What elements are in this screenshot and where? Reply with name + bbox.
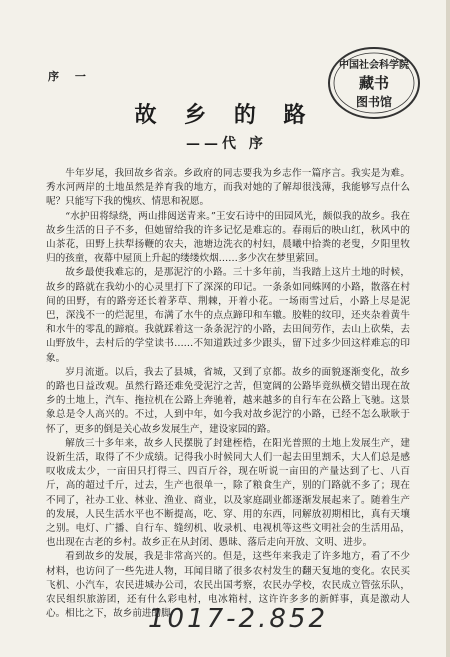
seal-line-1: 中国社会科学院 xyxy=(339,60,409,71)
page-title: 故 乡 的 路 xyxy=(134,102,316,128)
paragraph: 故乡最使我难忘的，是那泥泞的小路。三十多年前，当我踏上这片土地的时候，故乡的路就在我幼小的心灵里打下了深深的印记。一条条如同蛛网的小路，散落在村间的田野，有的路旁还长着茅草、荆棘，开着小花。一场雨雪过后，小路上尽是泥巴，深浅不一的烂泥里，布满了水牛的点点蹄印和车辙。胶鞋的纹印，还夹杂着黄牛和水牛的零乱的蹄痕。我就踩着这一条条泥泞的小路，去田间劳作，去山上砍柴，去山野放牛，去村后的学堂读书……不知道跌过多少跟头，留下过多少回这样难忘的印象。 xyxy=(46,267,410,364)
seal-line-3: 图书馆 xyxy=(355,95,393,109)
body-text xyxy=(46,167,410,622)
handwritten-call-number: 1017-2.852 xyxy=(148,604,328,634)
page-edge xyxy=(446,0,450,657)
paragraph: 牛年岁尾，我回故乡省亲。乡政府的同志要我为乡志作一篇序言。我实是为难。秀水河两岸的土地虽然是养育我的地方，而我对她的了解却很浅薄，我能够写点什么呢？只能写下我的愧疚、情思和祝愿。 xyxy=(46,168,410,208)
paragraph: 解放三十多年来，故乡人民摆脱了封建桎梏，在阳光普照的土地上发展生产，建设新生活，取得了不少成绩。记得我小时候同大人们一起去田里割禾，大人们总是感叹收成太少，一亩田只打得三、四百斤谷，现在听说一亩田的产量达到了七、八百斤，高的超过千斤，过去，生产也很单一，除了粮食生产，别的门路就不多了；现在不同了，社办工业、林业、渔业、商业，以及家庭副业都逐渐发展起来了。随着生产的发展，人民生活水平也不断提高，吃、穿、用的东西，同解放初期相比，真有天壤之别。电灯、广播、自行车、缝纫机、收录机、电视机等这些文明社会的生活用品，也出现在古老的乡村。故乡正在从封闭、愚昧、落后走向开放、文明、进步。 xyxy=(46,437,410,549)
seal-line-2: 藏书 xyxy=(358,74,390,92)
page-subtitle: ——代 序 xyxy=(186,136,267,152)
paragraph: “水护田将绿绕，两山排闼送青来。”王安石诗中的田园风光，颇似我的故乡。我在故乡生活的日子不多，但她留给我的许多记忆是难忘的。春雨后的映山红，秋风中的山茶花，田野上扶犁扬鞭的农夫，池塘边洗衣的村妇，晨曦中拾粪的老叟，夕阳里牧归的孩童，夜幕中屋顶上升起的缕缕炊烟……多少次在梦里萦回。 xyxy=(46,210,410,265)
paragraph: 岁月流逝。以后，我去了县城，省城，又到了京都。故乡的面貌逐渐变化，故乡的路也日益改观。虽然行路还难免受泥泞之苦，但宽阔的公路毕竟纵横交错出现在故乡的土地上，汽车、拖拉机在公路上奔驰着，越来越多的自行车在公路上飞驰。这景象总是令人高兴的。不过，人到中年，如今我对故乡泥泞的小路，已经不怎么耿耿于怀了，更多的倒是关心故乡发展生产，建设家园的路。 xyxy=(46,366,410,435)
paragraph: 看到故乡的发展，我是非常高兴的。但是，这些年来我走了许多地方，看了不少材料，也访问了一些先进人物，耳闻目睹了很多农村发生的翻天复地的变化。农民买飞机、小汽车，农民进城办公司，农民出国考察，农民办学校，农民成立管弦乐队，农民组织旅游团，还有什么彩电村，电冰箱村，这许许多多的新鲜事，真是激动人心。相比之下，故乡前进的脚 xyxy=(46,551,410,620)
running-header: 序 一 xyxy=(48,70,92,83)
